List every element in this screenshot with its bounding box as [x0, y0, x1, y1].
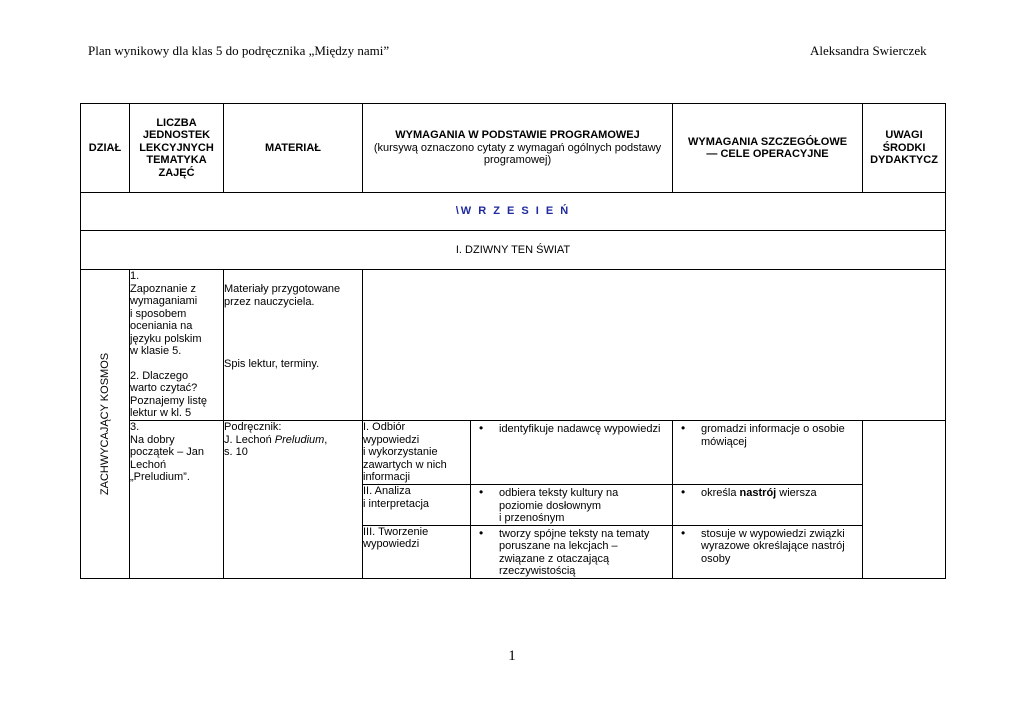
material-author: J. Lechoń [224, 433, 275, 446]
header-liczba-line: TEMATYKA [146, 154, 207, 167]
header-liczba-line: JEDNOSTEK [142, 129, 211, 142]
requirement-line: i interpretacja [363, 497, 430, 510]
lesson-topic-line: „Preludium”. [130, 471, 190, 483]
general-requirement-cell [471, 525, 673, 578]
header-szczegolowe-line: WYMAGANIA SZCZEGÓŁOWE [687, 135, 848, 148]
header-liczba-line: LEKCYJNYCH [139, 141, 214, 154]
requirement-line: wypowiedzi [363, 538, 420, 550]
lesson-topic-line: i sposobem [130, 307, 187, 320]
detail-bold-text: nastrój [739, 487, 777, 499]
bullet-line: • tworzy spójne teksty na tematy [499, 527, 650, 540]
lesson-topic-line: języku polskim [130, 332, 202, 345]
lesson-material-line [224, 434, 362, 447]
bullet-line: • identyfikuje nadawcę wypowiedzi [499, 423, 661, 435]
header-szczegolowe [673, 104, 863, 193]
lesson-material-line: Spis lektur, terminy. [224, 358, 320, 370]
section-cell [81, 270, 130, 579]
month-label: \W R Z E S I E Ń [81, 193, 946, 231]
general-requirement-cell [471, 421, 673, 485]
header-dzial: DZIAŁ [81, 104, 130, 193]
material-punct: , [324, 433, 328, 446]
header-uwagi-line: ŚRODKI [882, 141, 926, 154]
bullet-line: i przenośnym [499, 512, 565, 524]
notes-cell [863, 421, 946, 579]
lesson-topic-line: w klasie 5. [130, 345, 182, 357]
lesson-topic-cell [130, 421, 224, 579]
bullet-item [471, 485, 672, 525]
lesson-topic-line: Lechoń [130, 458, 167, 471]
lesson-topic-line: 3. [130, 421, 140, 433]
header-uwagi-line: DYDAKTYCZ [870, 154, 938, 167]
requirement-cell [363, 525, 471, 578]
material-work-title: Preludium [274, 433, 325, 446]
lesson-topic-cell [130, 270, 224, 421]
lesson-material-line: s. 10 [224, 446, 248, 458]
unit-row [81, 231, 946, 270]
bullet-item [471, 421, 672, 436]
bullet-line: • odbiera teksty kultury na [499, 487, 619, 499]
page-header-author: Aleksandra Swierczek [810, 43, 927, 58]
header-liczba-line: LICZBA [156, 116, 197, 129]
lesson-material-line: Podręcznik: [224, 421, 282, 433]
header-liczba-line: ZAJĘĆ [158, 166, 195, 179]
page-header-title: Plan wynikowy dla klas 5 do podręcznika „Między nami” [88, 43, 390, 58]
detail-text: określa [701, 487, 740, 499]
detail-requirement-cell [673, 421, 863, 485]
lesson-plan-table [80, 103, 946, 579]
bullet-item [471, 526, 672, 578]
lesson-topic-line: początek – Jan [130, 446, 204, 458]
bullet-line: rzeczywistością [499, 565, 576, 577]
header-liczba [130, 104, 224, 193]
bullet-line: poruszane na lekcjach – [499, 540, 618, 552]
lesson-material-cell [224, 421, 363, 579]
requirement-cell [363, 485, 471, 526]
requirement-line: i wykorzystanie [363, 446, 438, 458]
lesson-material-line: przez nauczyciela. [224, 295, 315, 308]
requirement-line: wypowiedzi [363, 433, 420, 446]
general-requirement-cell [471, 485, 673, 526]
lesson-material-line: Materiały przygotowane [224, 283, 341, 295]
lesson-topic-line: 1. [130, 270, 140, 282]
header-uwagi-line: UWAGI [885, 129, 923, 142]
empty-cell [363, 270, 946, 421]
lesson3-row-1 [81, 421, 946, 485]
requirement-cell [363, 421, 471, 485]
lesson-topic-line: Poznajemy listę [130, 394, 208, 407]
lesson-topic-line: 2. Dlaczego [130, 369, 189, 382]
month-row [81, 193, 946, 231]
header-material: MATERIAŁ [224, 104, 363, 193]
bullet-line: związane z otaczającą [499, 552, 610, 565]
header-uwagi [863, 104, 946, 193]
bullet-item: • gromadzi informacje o osobie mówiącej [673, 421, 862, 448]
lesson-topic-line: Zapoznanie z [130, 282, 197, 295]
requirement-line: III. Tworzenie [363, 525, 429, 538]
detail-text: wiersza [776, 487, 817, 499]
header-row [81, 104, 946, 193]
lesson-topic-line: warto czytać? [130, 382, 198, 394]
lesson-topic-line: lektur w kl. 5 [130, 407, 192, 419]
lessons-1-2-row [81, 270, 946, 421]
header-szczegolowe-line: — CELE OPERACYJNE [706, 148, 829, 160]
detail-requirement-cell [673, 485, 863, 526]
requirement-line: zawartych w nich [363, 458, 447, 471]
detail-requirement-cell [673, 525, 863, 578]
lesson-topic-line: Na dobry [130, 433, 175, 446]
unit-title: I. DZIWNY TEN ŚWIAT [81, 231, 946, 270]
bullet-item: • stosuje w wypowiedzi związki wyrazowe określające nastrój osoby [673, 526, 862, 566]
header-wymagania [363, 104, 673, 193]
lesson-topic-line: wymaganiami [130, 295, 198, 307]
lesson-material-cell [224, 270, 363, 421]
requirement-line: informacji [363, 471, 411, 483]
bullet-line: poziomie dosłownym [499, 499, 602, 512]
requirement-line: II. Analiza [363, 485, 411, 497]
section-title: ZACHWYCAJĄCY KOSMOS [98, 352, 111, 495]
header-wymagania-note: (kursywą oznaczono cytaty z wymagań ogólnych podstawy programowej) [373, 141, 662, 167]
header-wymagania-title: WYMAGANIA W PODSTAWIE PROGRAMOWEJ [395, 129, 640, 142]
page-number: 1 [508, 648, 516, 664]
lesson-topic-line: oceniania na [130, 320, 193, 332]
requirement-line: I. Odbiór [363, 421, 406, 433]
bullet-item [673, 485, 862, 500]
